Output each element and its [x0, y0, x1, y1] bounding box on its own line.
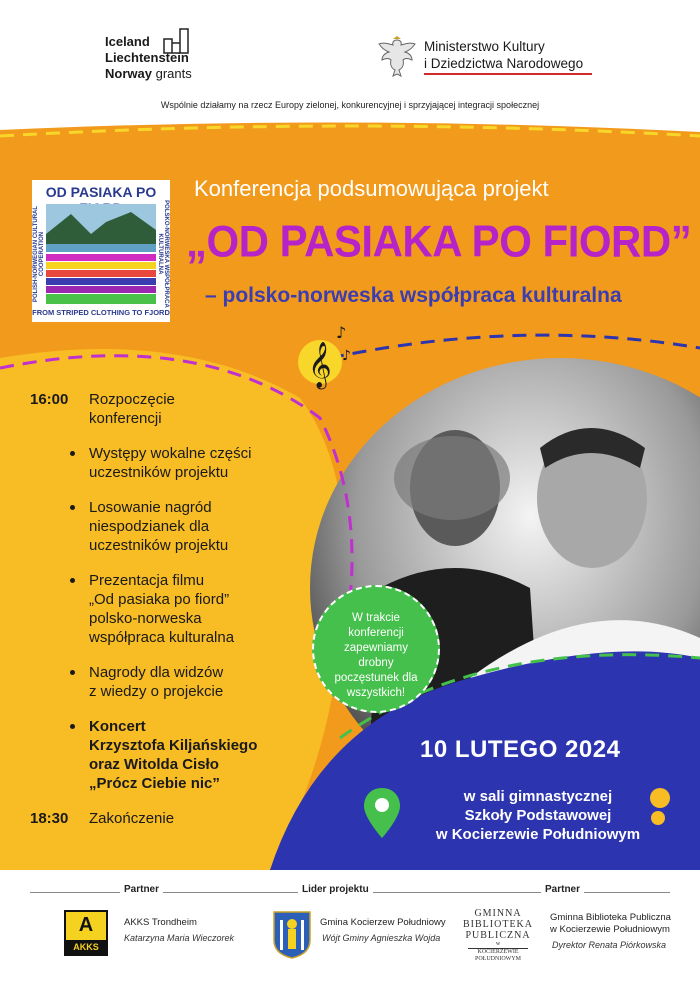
footer-label-partner-right: Partner	[541, 884, 584, 895]
eea-grants-icon	[162, 25, 190, 55]
grants-line-liechtenstein: Liechtenstein	[105, 50, 189, 65]
event-date: 10 LUTEGO 2024	[420, 736, 621, 763]
library-logo	[458, 908, 538, 963]
bullet-icon	[70, 451, 75, 456]
library-logo-line: PUBLICZNA	[465, 930, 531, 941]
bullet-icon	[70, 578, 75, 583]
library-name-line: Gminna Biblioteka Publiczna	[550, 912, 671, 923]
library-name	[550, 912, 671, 936]
library-logo-line: KOCIERZEWIE	[468, 948, 528, 956]
agenda-line: Koncert	[89, 718, 146, 735]
polish-eagle-icon	[376, 36, 418, 80]
agenda-line: Krzysztofa Kiljańskiego	[89, 737, 258, 754]
ministry-line-1: Ministerstwo Kultury	[424, 39, 545, 54]
agenda-time: 18:30	[30, 810, 69, 827]
location-pin-icon	[362, 786, 402, 840]
badge-line: poczęstunek dla	[334, 672, 418, 684]
library-logo-line: w	[495, 941, 501, 947]
badge-line: konferencji	[348, 627, 404, 639]
fjord-stripes-icon	[46, 204, 156, 304]
sub-title: – polsko-norweska współpraca kulturalna	[205, 284, 622, 307]
library-logo-line: GMINNA	[474, 908, 522, 919]
agenda-item	[30, 571, 310, 647]
agenda-item	[30, 809, 310, 828]
agenda	[30, 390, 310, 844]
svg-text:♪: ♪	[336, 323, 347, 342]
main-title: „OD PASIAKA PO FIORD”	[186, 216, 692, 267]
project-logo-subtitle: FROM STRIPED CLOTHING TO FJORD	[32, 308, 170, 317]
location-line: w Kocierzewie Południowym	[435, 826, 641, 843]
agenda-line: uczestników projektu	[89, 464, 229, 481]
library-logo-line: BIBLIOTEKA	[463, 919, 533, 930]
ministry-name	[424, 38, 583, 72]
project-logo	[32, 180, 170, 322]
akks-logo	[64, 910, 108, 956]
bullet-icon	[70, 724, 75, 729]
agenda-line: z wiedzy o projekcie	[89, 683, 224, 700]
project-logo-side-right: POLSKO-NORWESKA WSPÓŁPRACA KULTURALNA	[157, 200, 169, 308]
agenda-line: Prezentacja filmu	[89, 572, 205, 589]
badge-line: W trakcie	[352, 612, 400, 624]
agenda-item	[30, 663, 310, 701]
badge-line: drobny	[358, 657, 394, 669]
library-person: Dyrektor Renata Piórkowska	[552, 940, 667, 950]
grants-word: grants	[155, 66, 192, 81]
agenda-item	[30, 498, 310, 555]
agenda-line: niespodzianek dla	[89, 518, 210, 535]
badge-line: wszystkich!	[346, 687, 406, 699]
project-logo-side-left: POLISH-NORWEGIAN CULTURAL COOPERATION	[33, 205, 45, 303]
svg-text:𝄞: 𝄞	[308, 342, 332, 388]
grants-line-norway: Norway	[105, 66, 152, 81]
akks-person: Katarzyna Maria Wieczorek	[124, 933, 234, 943]
agenda-item	[30, 717, 310, 793]
agenda-line: „Prócz Ciebie nic”	[89, 775, 220, 792]
agenda-line: Rozpoczęcie	[89, 391, 175, 408]
bullet-icon	[70, 505, 75, 510]
footer-label-leader: Lider projektu	[298, 884, 373, 895]
agenda-line: Występy wokalne części	[89, 445, 252, 462]
agenda-item	[30, 390, 310, 428]
agenda-line: Zakończenie	[89, 810, 175, 827]
svg-text:♪: ♪	[342, 348, 351, 364]
gmina-person: Wójt Gminy Agnieszka Wojda	[322, 933, 441, 943]
gmina-coat-of-arms-icon	[272, 910, 312, 960]
bullet-icon	[70, 670, 75, 675]
library-name-line: w Kocierzewie Południowym	[550, 924, 670, 935]
akks-logo-letter: A	[78, 914, 94, 936]
agenda-line: współpraca kulturalna	[89, 629, 235, 646]
agenda-item	[30, 444, 310, 482]
tagline: Wspólnie działamy na rzecz Europy zielonej, konkurencyjnej i sprzyjającej integracji społecznej	[160, 100, 540, 110]
refreshments-badge	[312, 585, 440, 713]
agenda-line: konferencji	[89, 410, 162, 427]
ministry-underline	[424, 73, 592, 75]
conference-title: Konferencja podsumowująca projekt	[194, 176, 549, 201]
akks-logo-text: AKKS	[66, 940, 106, 954]
agenda-line: oraz Witolda Cisło	[89, 756, 219, 773]
event-location	[408, 787, 668, 844]
library-logo-line: POŁUDNIOWYM	[475, 956, 521, 962]
project-logo-title: OD PASIAKA PO	[45, 184, 157, 200]
agenda-line: Losowanie nagród	[89, 499, 212, 516]
location-line: w sali gimnastycznej	[463, 788, 613, 805]
location-line: Szkoły Podstawowej	[464, 807, 612, 824]
footer-label-partner-left: Partner	[120, 884, 163, 895]
akks-name: AKKS Trondheim	[124, 917, 197, 928]
agenda-time: 16:00	[30, 391, 69, 408]
gmina-name: Gmina Kocierzew Południowy	[320, 917, 446, 928]
agenda-line: uczestników projektu	[89, 537, 229, 554]
agenda-line: „Od pasiaka po fiord”	[89, 591, 230, 608]
ministry-line-2: i Dziedzictwa Narodowego	[424, 56, 584, 71]
agenda-line: Nagrody dla widzów	[89, 664, 224, 681]
badge-line: zapewniamy	[344, 642, 408, 654]
grants-line-iceland: Iceland	[105, 34, 150, 49]
agenda-line: polsko-norweska	[89, 610, 202, 627]
